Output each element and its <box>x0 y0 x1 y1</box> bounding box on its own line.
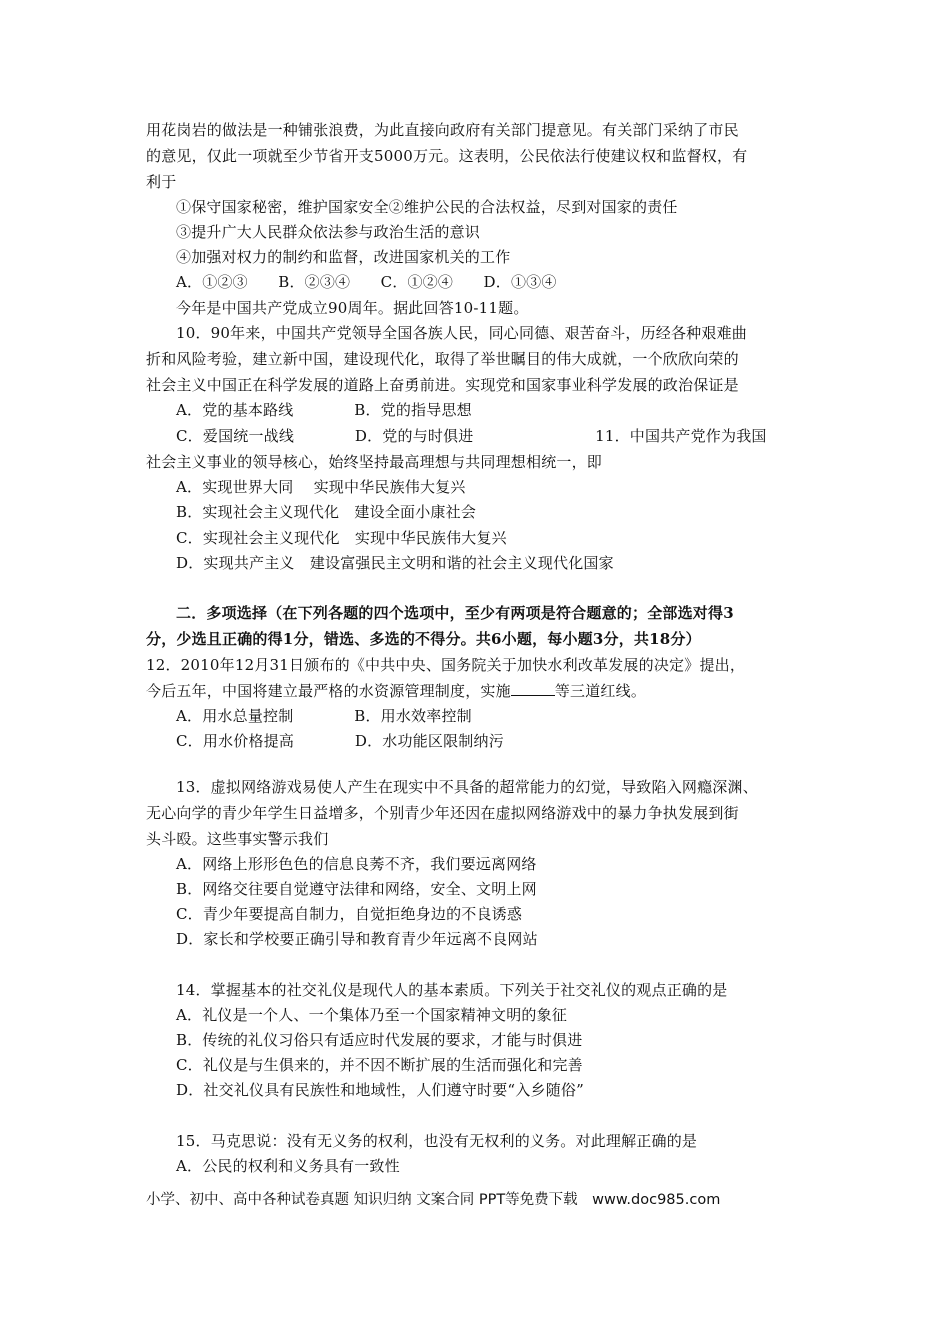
question-10: 10．90年来，中国共产党领导全国各族人民，同心同德、艰苦奋斗，历经各种艰难曲 <box>176 324 747 342</box>
text-line: 头斗殴。这些事实警示我们 <box>146 830 329 848</box>
text-line: 用花岗岩的做法是一种铺张浪费，为此直接向政府有关部门提意见。有关部门采纳了市民 <box>146 121 739 139</box>
option-line: ④加强对权力的制约和监督，改进国家机关的工作 <box>176 248 511 266</box>
text-line: 利于 <box>146 173 177 191</box>
answer-choice: C．实现社会主义现代化 实现中华民族伟大复兴 <box>176 529 507 547</box>
answer-choice: D．社交礼仪具有民族性和地域性，人们遵守时要“入乡随俗” <box>176 1081 584 1099</box>
question-11: 社会主义事业的领导核心，始终坚持最高理想与共同理想相统一，即 <box>146 453 603 471</box>
answer-choices: A．党的基本路线 B．党的指导思想 <box>176 401 472 419</box>
text-after-blank: 等三道红线。 <box>554 682 647 700</box>
answer-choice: C．青少年要提高自制力，自觉拒绝身边的不良诱惑 <box>176 905 523 923</box>
answer-choices: C．爱国统一战线 D．党的与时俱进 11．中国共产党作为我国 <box>176 427 767 445</box>
answer-choice: D．家长和学校要正确引导和教育青少年远离不良网站 <box>176 930 538 948</box>
question-14: 14．掌握基本的社交礼仪是现代人的基本素质。下列关于社交礼仪的观点正确的是 <box>176 981 728 999</box>
answer-choice: A．网络上形形色色的信息良莠不齐，我们要远离网络 <box>176 855 537 873</box>
question-15: 15．马克思说：没有无义务的权利，也没有无权利的义务。对此理解正确的是 <box>176 1132 698 1150</box>
answer-choice: A．公民的权利和义务具有一致性 <box>176 1157 400 1175</box>
section-heading-cont: 分，少选且正确的得1分，错选、多选的不得分。共6小题，每小题3分，共18分） <box>146 630 701 648</box>
text-line: 无心向学的青少年学生日益增多，个别青少年还因在虚拟网络游戏中的暴力争执发展到街 <box>146 804 739 822</box>
section-heading: 二．多项选择（在下列各题的四个选项中，至少有两项是符合题意的；全部选对得3 <box>176 604 734 622</box>
question-12: 12．2010年12月31日颁布的《中共中央、国务院关于加快水利改革发展的决定》提出， <box>146 656 746 674</box>
option-line: ①保守国家秘密，维护国家安全②维护公民的合法权益，尽到对国家的责任 <box>176 198 678 216</box>
answer-choice: B．传统的礼仪习俗只有适应时代发展的要求，才能与时俱进 <box>176 1031 583 1049</box>
footer-text: 小学、初中、高中各种试卷真题 知识归纳 文案合同 PPT等免费下载 www.doc985.com <box>146 1192 721 1208</box>
section-note: 今年是中国共产党成立90周年。据此回答10-11题。 <box>176 299 529 317</box>
answer-choices: A．①②③ B．②③④ C．①②④ D．①③④ <box>176 273 557 291</box>
question-13: 13．虚拟网络游戏易使人产生在现实中不具备的超常能力的幻觉，导致陷入网瘾深渊、 <box>176 778 758 796</box>
text-line: 的意见，仅此一项就至少节省开支5000万元。这表明，公民依法行使建议权和监督权，有 <box>146 147 748 165</box>
answer-choice: A．礼仪是一个人、一个集体乃至一个国家精神文明的象征 <box>176 1006 568 1024</box>
text-line: 社会主义中国正在科学发展的道路上奋勇前进。实现党和国家事业科学发展的政治保证是 <box>146 376 739 394</box>
fill-blank <box>511 681 555 696</box>
answer-choice: D．实现共产主义 建设富强民主文明和谐的社会主义现代化国家 <box>176 554 614 572</box>
answer-choice: B．网络交往要自觉遵守法律和网络，安全、文明上网 <box>176 880 537 898</box>
answer-choice: A．实现世界大同 实现中华民族伟大复兴 <box>176 478 466 496</box>
text-line <box>146 681 646 701</box>
text-line: 折和风险考验，建立新中国，建设现代化，取得了举世瞩目的伟大成就，一个欣欣向荣的 <box>146 350 739 368</box>
answer-choice: C．礼仪是与生俱来的，并不因不断扩展的生活而强化和完善 <box>176 1056 583 1074</box>
answer-choices: C．用水价格提高 D．水功能区限制纳污 <box>176 732 504 750</box>
option-line: ③提升广大人民群众依法参与政治生活的意识 <box>176 223 481 241</box>
answer-choice: B．实现社会主义现代化 建设全面小康社会 <box>176 503 477 521</box>
answer-choices: A．用水总量控制 B．用水效率控制 <box>176 707 472 725</box>
text-before-blank: 今后五年，中国将建立最严格的水资源管理制度，实施 <box>146 682 511 700</box>
